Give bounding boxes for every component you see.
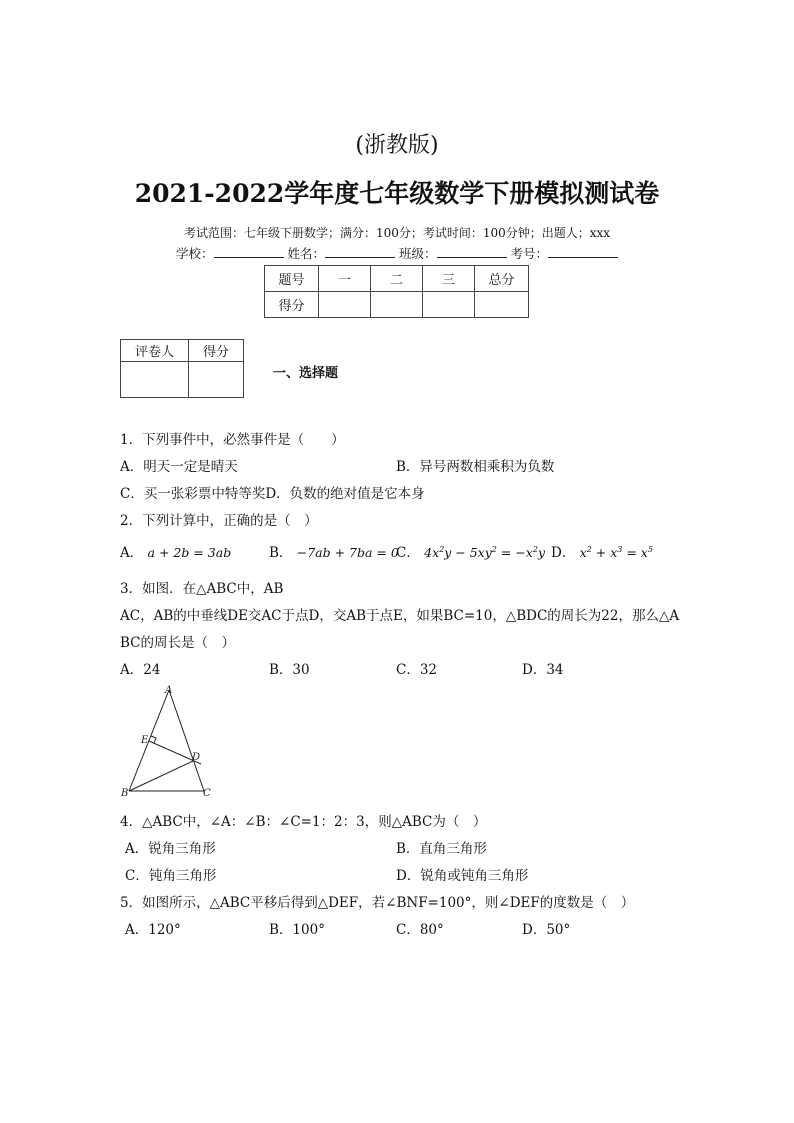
- question-3-option-b: B．30: [269, 662, 310, 678]
- question-5-option-a: A．120°: [125, 922, 181, 938]
- side-ac: [169, 690, 204, 791]
- score-header: 一: [319, 266, 371, 292]
- grader-cell: [121, 362, 189, 398]
- option-label: B．: [269, 545, 293, 561]
- question-5-option-d: D．50°: [522, 922, 571, 938]
- formula-d: $x^2 + x^3 = x^5$: [579, 544, 653, 560]
- vertex-label-b: B: [121, 788, 129, 799]
- option-label: A．: [120, 545, 144, 561]
- question-4-option-a: A．锐角三角形: [125, 841, 216, 857]
- score-header: 总分: [475, 266, 529, 292]
- question-3-option-c: C．32: [396, 662, 438, 678]
- question-4-option-d: D．锐角或钝角三角形: [396, 868, 529, 884]
- exam-edition: (浙教版): [355, 133, 439, 158]
- question-1-stem: 1．下列事件中，必然事件是（ ）: [120, 432, 345, 448]
- student-info-line: [0, 244, 794, 262]
- score-cell: [371, 292, 423, 318]
- question-5-stem: 5．如图所示，△ABC平移后得到△DEF，若∠BNF=100°，则∠DEF的度数是（ ）: [120, 895, 635, 911]
- side-ab: [129, 690, 169, 791]
- question-1-options-cd: C．买一张彩票中特等奖D．负数的绝对值是它本身: [120, 486, 425, 502]
- question-3-line-1: 3．如图．在△ABC中，AB: [120, 581, 284, 597]
- score-cell: [475, 292, 529, 318]
- name-label: 姓名：: [287, 246, 325, 261]
- school-label: 学校：: [175, 246, 214, 261]
- question-1-option-a: A．明天一定是晴天: [120, 459, 238, 475]
- formula-c: $4x^2y - 5xy^2 = -x^2y$: [424, 544, 545, 560]
- grader-table: [120, 339, 244, 398]
- question-3-line-2: AC，AB的中垂线DE交AC于点D，交AB于点E，如果BC=10，△BDC的周长为22，那么△A: [120, 608, 680, 624]
- score-header: 三: [423, 266, 475, 292]
- question-5-option-c: C．80°: [396, 922, 444, 938]
- question-2-option-b: [269, 541, 399, 561]
- question-2-option-c: [396, 541, 545, 561]
- formula-a: a + 2b = 3ab: [147, 545, 232, 560]
- question-3-option-d: D．34: [522, 662, 564, 678]
- grader-header: 评卷人: [121, 340, 189, 362]
- triangle-figure: [115, 684, 220, 799]
- point-label-e: E: [141, 735, 149, 746]
- score-header: 二: [371, 266, 423, 292]
- exam-info: 考试范围：七年级下册数学；满分：100分；考试时间：100分钟；出题人；xxx: [183, 226, 611, 240]
- score-row-label: 得分: [265, 292, 319, 318]
- question-3-line-3: BC的周长是（ ）: [120, 635, 236, 651]
- question-2-stem: 2．下列计算中，正确的是（ ）: [120, 513, 318, 529]
- class-label: 班级：: [398, 246, 437, 261]
- option-label: C．: [396, 545, 420, 561]
- number-label: 考号：: [510, 246, 548, 261]
- question-3-option-a: A．24: [120, 662, 161, 678]
- class-blank: [437, 245, 507, 258]
- score-table: [264, 265, 529, 318]
- number-blank: [548, 245, 618, 258]
- option-label: D．: [551, 545, 576, 561]
- question-5-option-b: B．100°: [269, 922, 325, 938]
- grader-header: 得分: [189, 340, 244, 362]
- exam-title: 2021-2022学年度七年级数学下册模拟测试卷: [134, 179, 660, 208]
- formula-b: −7ab + 7ba = 0: [296, 545, 399, 560]
- school-blank: [214, 245, 284, 258]
- vertex-label-a: A: [165, 685, 173, 696]
- point-label-d: D: [192, 752, 201, 763]
- question-2-option-d: [551, 541, 653, 561]
- question-1-option-b: B．异号两数相乘积为负数: [396, 459, 555, 475]
- question-4-stem: 4．△ABC中，∠A：∠B：∠C=1：2：3，则△ABC为（ ）: [120, 814, 487, 830]
- question-2-option-a: [120, 541, 231, 561]
- score-header: 题号: [265, 266, 319, 292]
- name-blank: [325, 245, 395, 258]
- score-cell: [423, 292, 475, 318]
- question-4-option-b: B．直角三角形: [396, 841, 487, 857]
- question-4-option-c: C．钝角三角形: [125, 868, 217, 884]
- vertex-label-c: C: [203, 788, 211, 799]
- section-title: 一、选择题: [273, 366, 339, 381]
- grader-cell: [189, 362, 244, 398]
- score-cell: [319, 292, 371, 318]
